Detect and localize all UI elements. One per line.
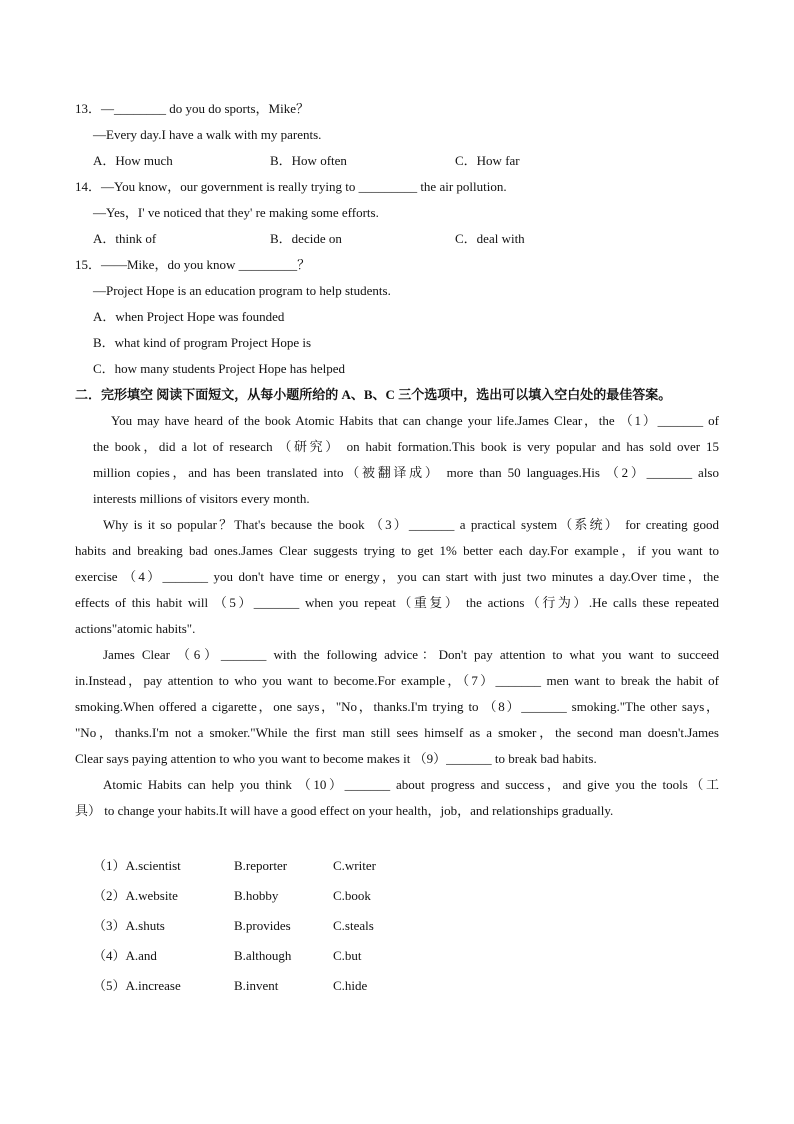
- choice-1-b: B.reporter: [234, 858, 288, 873]
- passage-line: James Clear （6）_______ with the following advice：Don't pay attention to what you want to succeed: [103, 647, 719, 662]
- question-13-option-c: C．How far: [455, 153, 520, 168]
- passage-line: You may have heard of the book Atomic Habits that can change your life.James Clear，the （1）_______ of: [111, 413, 719, 428]
- choice-1-c: C.writer: [333, 858, 376, 873]
- passage-paragraph-1: [93, 408, 719, 512]
- passage-line: smoking.When offered a cigarette，one says，"No，thanks.I'm trying to （8）_______ smoking."The other says，: [75, 699, 719, 714]
- question-14-option-b: B．decide on: [270, 231, 342, 246]
- question-13: 13．—________ do you do sports，Mike？: [75, 101, 310, 116]
- passage-line: in.Instead，pay attention to who you want to become.For example，（7）_______ men want to break the habit of: [75, 673, 719, 688]
- passage-line: habits and breaking bad ones.James Clear suggests trying to get 1% better each day.For example，if you want to: [75, 543, 719, 558]
- question-14-reply: —Yes，I' ve noticed that they' re making some efforts.: [93, 205, 379, 220]
- question-13-option-a: A．How much: [93, 153, 173, 168]
- question-14: 14．—You know，our government is really trying to _________ the air pollution.: [75, 179, 507, 194]
- question-15: 15．——Mike，do you know _________？: [75, 257, 311, 272]
- passage-line: 具） to change your habits.It will have a good effect on your health，job，and relationships gradually.: [75, 803, 614, 818]
- question-13-option-b: B．How often: [270, 153, 347, 168]
- passage-line: the book，did a lot of research （研究） on habit formation.This book is very popular and has sold over 15: [93, 439, 719, 454]
- passage-line: actions"atomic habits".: [75, 621, 196, 636]
- question-15-option-c: C．how many students Project Hope has helped: [93, 361, 346, 376]
- choice-5-c: C.hide: [333, 978, 368, 993]
- section-title: 二．完形填空 阅读下面短文，从每小题所给的 A、B、C 三个选项中，选出可以填入空白处的最佳答案。: [75, 387, 672, 402]
- choice-4-a: （4）A.and: [93, 948, 157, 963]
- question-14-option-a: A．think of: [93, 231, 157, 246]
- passage-line: exercise （4）_______ you don't have time or energy，you can start with just two minutes a day.Over time，the: [75, 569, 719, 584]
- choice-2-a: （2）A.website: [93, 888, 178, 903]
- passage-paragraph-3: [75, 642, 719, 772]
- passage-line: effects of this habit will （5）_______ when you repeat（重复） the actions（行为）.He calls these repeated: [75, 595, 719, 610]
- choice-2-b: B.hobby: [234, 888, 279, 903]
- passage-line: Atomic Habits can help you think （10）_______ about progress and success，and give you the tools（工: [103, 777, 719, 792]
- question-14-option-c: C．deal with: [455, 231, 525, 246]
- question-15-option-b: B．what kind of program Project Hope is: [93, 335, 312, 350]
- choice-1-a: （1）A.scientist: [93, 858, 181, 873]
- choice-5-b: B.invent: [234, 978, 279, 993]
- choice-5-a: （5）A.increase: [93, 978, 181, 993]
- choice-3-a: （3）A.shuts: [93, 918, 165, 933]
- passage-line: Why is it so popular？That's because the book （3）_______ a practical system（系统） for creating good: [103, 517, 719, 532]
- choice-2-c: C.book: [333, 888, 371, 903]
- question-13-reply: —Every day.I have a walk with my parents.: [93, 127, 322, 142]
- passage-line: "No，thanks.I'm not a smoker."While the first man still sees himself as a smoker，the second man doesn't.James: [75, 725, 719, 740]
- choice-4-b: B.although: [234, 948, 292, 963]
- question-15-option-a: A．when Project Hope was founded: [93, 309, 285, 324]
- passage-paragraph-4: [75, 772, 719, 824]
- choice-4-c: C.but: [333, 948, 362, 963]
- choice-3-c: C.steals: [333, 918, 374, 933]
- choice-3-b: B.provides: [234, 918, 291, 933]
- passage-line: million copies，and has been translated into（被翻译成） more than 50 languages.His （2）_______ also: [93, 465, 719, 480]
- passage-line: interests millions of visitors every month.: [93, 491, 310, 506]
- question-15-reply: —Project Hope is an education program to help students.: [93, 283, 391, 298]
- passage-paragraph-2: [75, 512, 719, 642]
- passage-line: Clear says paying attention to who you want to become makes it （9）_______ to break bad habits.: [75, 751, 597, 766]
